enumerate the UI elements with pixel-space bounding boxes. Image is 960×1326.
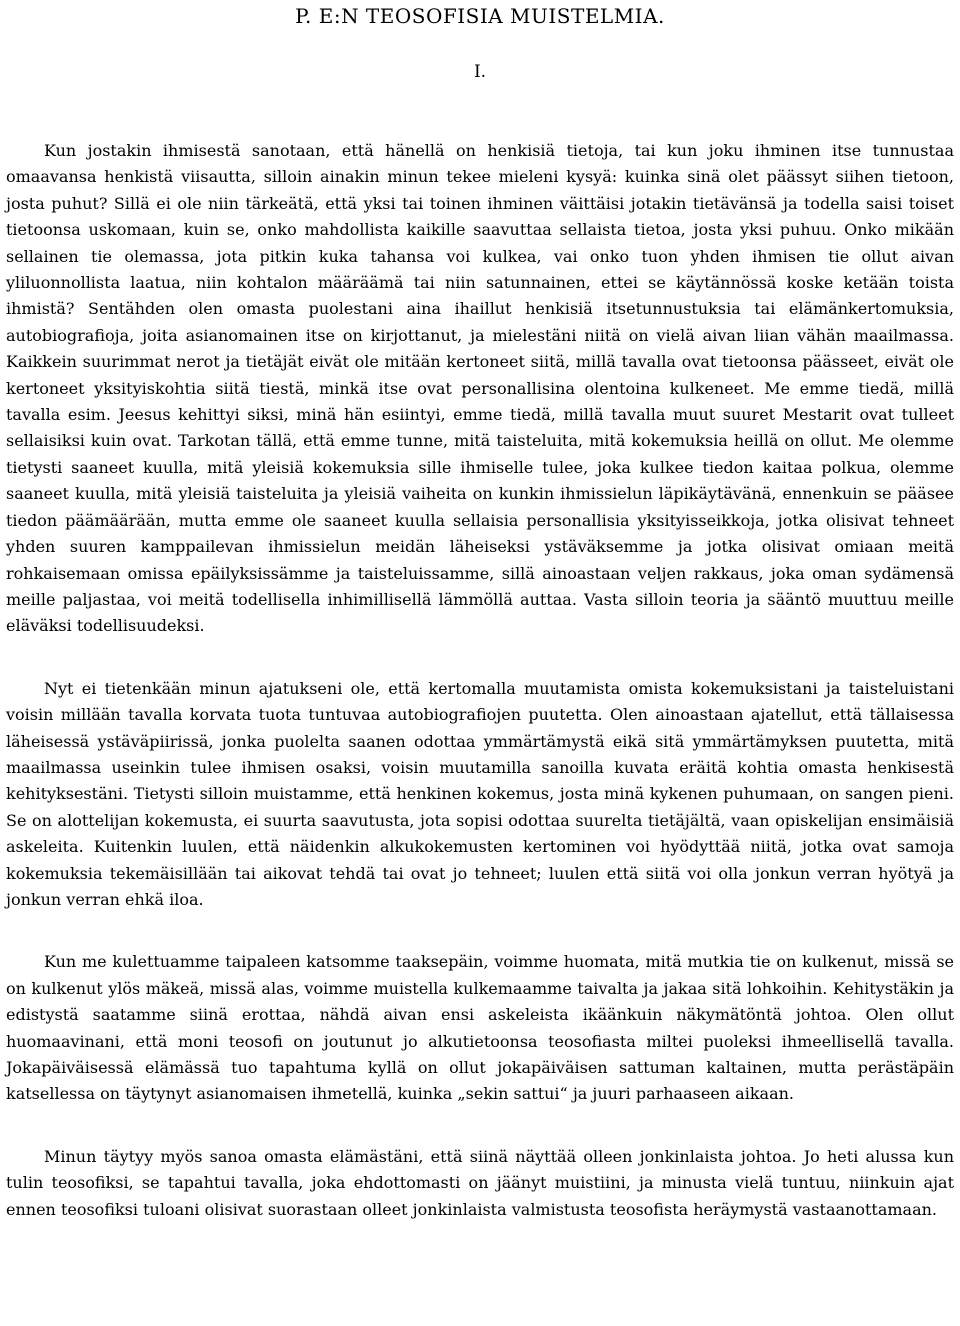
paragraph-4: Minun täytyy myös sanoa omasta elämästäni, että siinä näyttää olleen jonkinlaista johtoa. Jo heti alussa kun tulin teosofiksi, se tapahtui tavalla, joka ehdottomasti on jäänyt muistiini, ja minusta vielä tuntuu, niinkuin ajat ennen teosofiksi tuloani olisivat suorastaan olleet jonkinlaista valmistusta teosofista heräymystä vastaanottamaan. <box>6 1146 954 1219</box>
section-number: I. <box>473 62 487 82</box>
paragraph-3: Kun me kulettuamme taipaleen katsomme taaksepäin, voimme huomata, mitä mutkia tie on kulkenut, missä se on kulkenut ylös mäkeä, missä alas, voimme muistella kulkemaamme taivalta ja jakaa sitä lohkoihin. Kehitystäkin ja edistystä saatamme siinä erottaa, nähdä aivan ensi askeleista ikäänkuin näkymätöntä johtoa. Olen ollut huomaavinani, että moni teosofi on joutunut jo alkutietoonsa teosofiasta miltei puoleksi ihmeellisellä tavalla. Jokapäiväisessä elämässä tuo tapahtuma kyllä on ollut jokapäiväisen sattuman kaltainen, mutta perästäpäin katsellessa on täytynyt asianomaisen ihmetellä, kuinka „sekin sattui“ ja juuri parhaaseen aikaan. <box>6 952 954 1104</box>
paragraph-2: Nyt ei tietenkään minun ajatukseni ole, että kertomalla muutamista omista kokemuksistani ja taisteluistani voisin millään tavalla korvata tuota tuntuvaa autobiografiojen puutetta. Olen ainoastaan ajatellut, että tällaisessa läheisessä ystäväpiirissä, jonka puolelta saanen odottaa ymmärtämystä eikä sitä ymmärtämyksen puutetta, mitä maailmassa useinkin tulee ihmisen osaksi, voisin muutamilla sanoilla kuvata eräitä kohtia omasta henkisestä kehityksestäni. Tietysti silloin muistamme, että henkinen kokemus, josta minä kykenen puhumaan, on sangen pieni. Se on alottelijan kokemusta, ei suurta saavutusta, jota sopisi odottaa suurelta tietäjältä, vaan opiskelijan ensimäisiä askeleita. Kuitenkin luulen, että näidenkin alkukokemusten kertominen voi hyödyttää niitä, jotka ovat samoja kokemuksia tekemäisillään tai aikovat tehdä tai ovat jo tehneet; luulen että siitä voi olla jonkun verran hyötyä ja jonkun verran ehkä iloa. <box>6 678 954 909</box>
paragraph-1: Kun jostakin ihmisestä sanotaan, että hänellä on henkisiä tietoja, tai kun joku ihminen itse tunnustaa omaavansa henkistä viisautta, silloin ainakin minun tekee mieleni kysyä: kuinka sinä olet päässyt siihen tietoon, josta puhut? Sillä ei ole niin tärkeätä, että yksi tai toinen ihminen väittäisi jotakin tietävänsä ja todella saisi toiset tietoonsa uskomaan, kuin se, onko mahdollista kaikille saavuttaa sellaista tietoa, josta yksi puhuu. Onko mikään sellainen tie olemassa, jota pitkin kuka tahansa voi kulkea, vai onko tuon yhden ihmisen tie ollut aivan yliluonnollista laatua, niin kohtalon määräämä tai niin satunnainen, ettei se käytännössä koske ketään toista ihmistä? Sentähden olen omasta puolestani aina ihaillut henkisiä itsetunnustuksia tai elämänkertomuksia, autobiografioja, joita asianomainen itse on kirjottanut, ja mielestäni niitä on vielä aivan liian vähän maailmassa. Kaikkein suurimmat nerot ja tietäjät eivät ole mitään kertoneet siitä, millä tavalla ovat tietoonsa päässeet, eivät ole kertoneet yksityiskohtia siitä tiestä, minkä itse ovat personallisina olentoina kulkeneet. Me emme tiedä, millä tavalla esim. Jeesus kehittyi siksi, minä hän esiintyi, emme tiedä, millä tavalla muut suuret Mestarit ovat tulleet sellaisiksi kuin ovat. Tarkotan tällä, että emme tunne, mitä taisteluita, mitä kokemuksia heillä on ollut. Me olemme tietysti saaneet kuulla, mitä yleisiä kokemuksia sille ihmiselle tulee, joka kulkee tiedon kaitaa polkua, olemme saaneet kuulla, mitä yleisiä taisteluita ja yleisiä vaiheita on kunkin ihmissielun läpikäytävänä, ennenkuin se pääsee tiedon päämäärään, mutta emme ole saaneet kuulla sellaisia personallisia yksityisseikkoja, jotka olisivat tehneet yhden suuren kamppailevan ihmissielun meidän läheiseksi ystäväksemme ja jotka olisivat omiaan meitä rohkaisemaan omissa epäilyksissämme ja taisteluissamme, sillä ainoastaan veljen rakkaus, joka oman sydämensä meille paljastaa, voi meitä todellisella inhimillisellä lämmöllä auttaa. Vasta silloin teoria ja sääntö muuttuu meille eläväksi todellisuudeksi. <box>6 141 954 636</box>
document-title: P. E:N TEOSOFISIA MUISTELMIA. <box>295 4 665 28</box>
